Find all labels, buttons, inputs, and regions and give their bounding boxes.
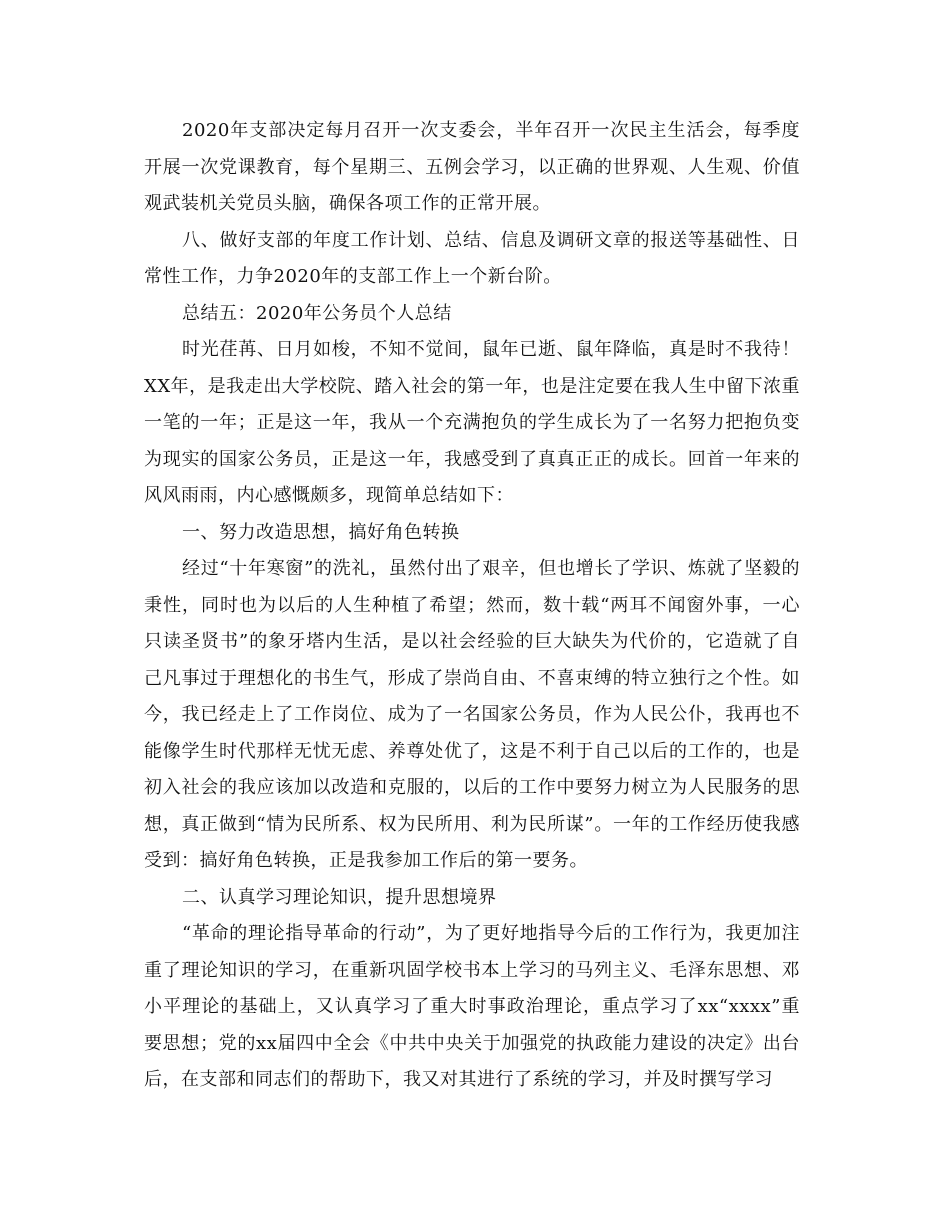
document-body xyxy=(144,113,800,1099)
paragraph-introduction: 时光荏苒、日月如梭，不知不觉间，鼠年已逝、鼠年降临，真是时不我待！XX年，是我走出大学校院、踏入社会的第一年，也是注定要在我人生中留下浓重一笔的一年；正是这一年，我从一个充满抱负的学生成长为了一名努力把抱负变为现实的国家公务员，正是这一年，我感受到了真真正正的成长。回首一年来的风风雨雨，内心感慨颇多，现简单总结如下： xyxy=(144,339,800,506)
subheading-theory-study: 二、认真学习理论知识，提升思想境界 xyxy=(182,886,497,908)
subheading-role-change: 一、努力改造思想，搞好角色转换 xyxy=(182,521,460,543)
section-heading-summary-five: 总结五：2020年公务员个人总结 xyxy=(182,302,452,324)
paragraph-role-change: 经过“十年寒窗”的洗礼，虽然付出了艰辛，但也增长了学识、炼就了坚毅的秉性，同时也为以后的人生种植了希望；然而，数十载“两耳不闻窗外事，一心只读圣贤书”的象牙塔内生活，是以社会经验的巨大缺失为代价的，它造就了自己凡事过于理想化的书生气，形成了崇尚自由、不喜束缚的特立独行之个性。如今，我已经走上了工作岗位、成为了一名国家公务员，作为人民公仆，我再也不能像学生时代那样无忧无虑、养尊处优了，这是不利于自己以后的工作的，也是初入社会的我应该加以改造和克服的，以后的工作中要努力树立为人民服务的思想，真正做到“情为民所系、权为民所用、利为民所谋”。一年的工作经历使我感受到：搞好角色转换，正是我参加工作后的第一要务。 xyxy=(144,558,800,871)
paragraph-theory-study: “革命的理论指导革命的行动”，为了更好地指导今后的工作行为，我更加注重了理论知识的学习，在重新巩固学校书本上学习的马列主义、毛泽东思想、邓小平理论的基础上，又认真学习了重大时事政治理论，重点学习了xx“xxxx”重要思想；党的xx届四中全会《中共中央关于加强党的执政能力建设的决定》出台后，在支部和同志们的帮助下，我又对其进行了系统的学习，并及时撰写学习 xyxy=(144,923,800,1090)
paragraph-item-eight: 八、做好支部的年度工作计划、总结、信息及调研文章的报送等基础性、日常性工作，力争2020年的支部工作上一个新台阶。 xyxy=(144,229,800,287)
paragraph-meeting-schedule: 2020年支部决定每月召开一次支委会，半年召开一次民主生活会，每季度开展一次党课教育，每个星期三、五例会学习，以正确的世界观、人生观、价值观武装机关党员头脑，确保各项工作的正常开展。 xyxy=(144,120,800,214)
